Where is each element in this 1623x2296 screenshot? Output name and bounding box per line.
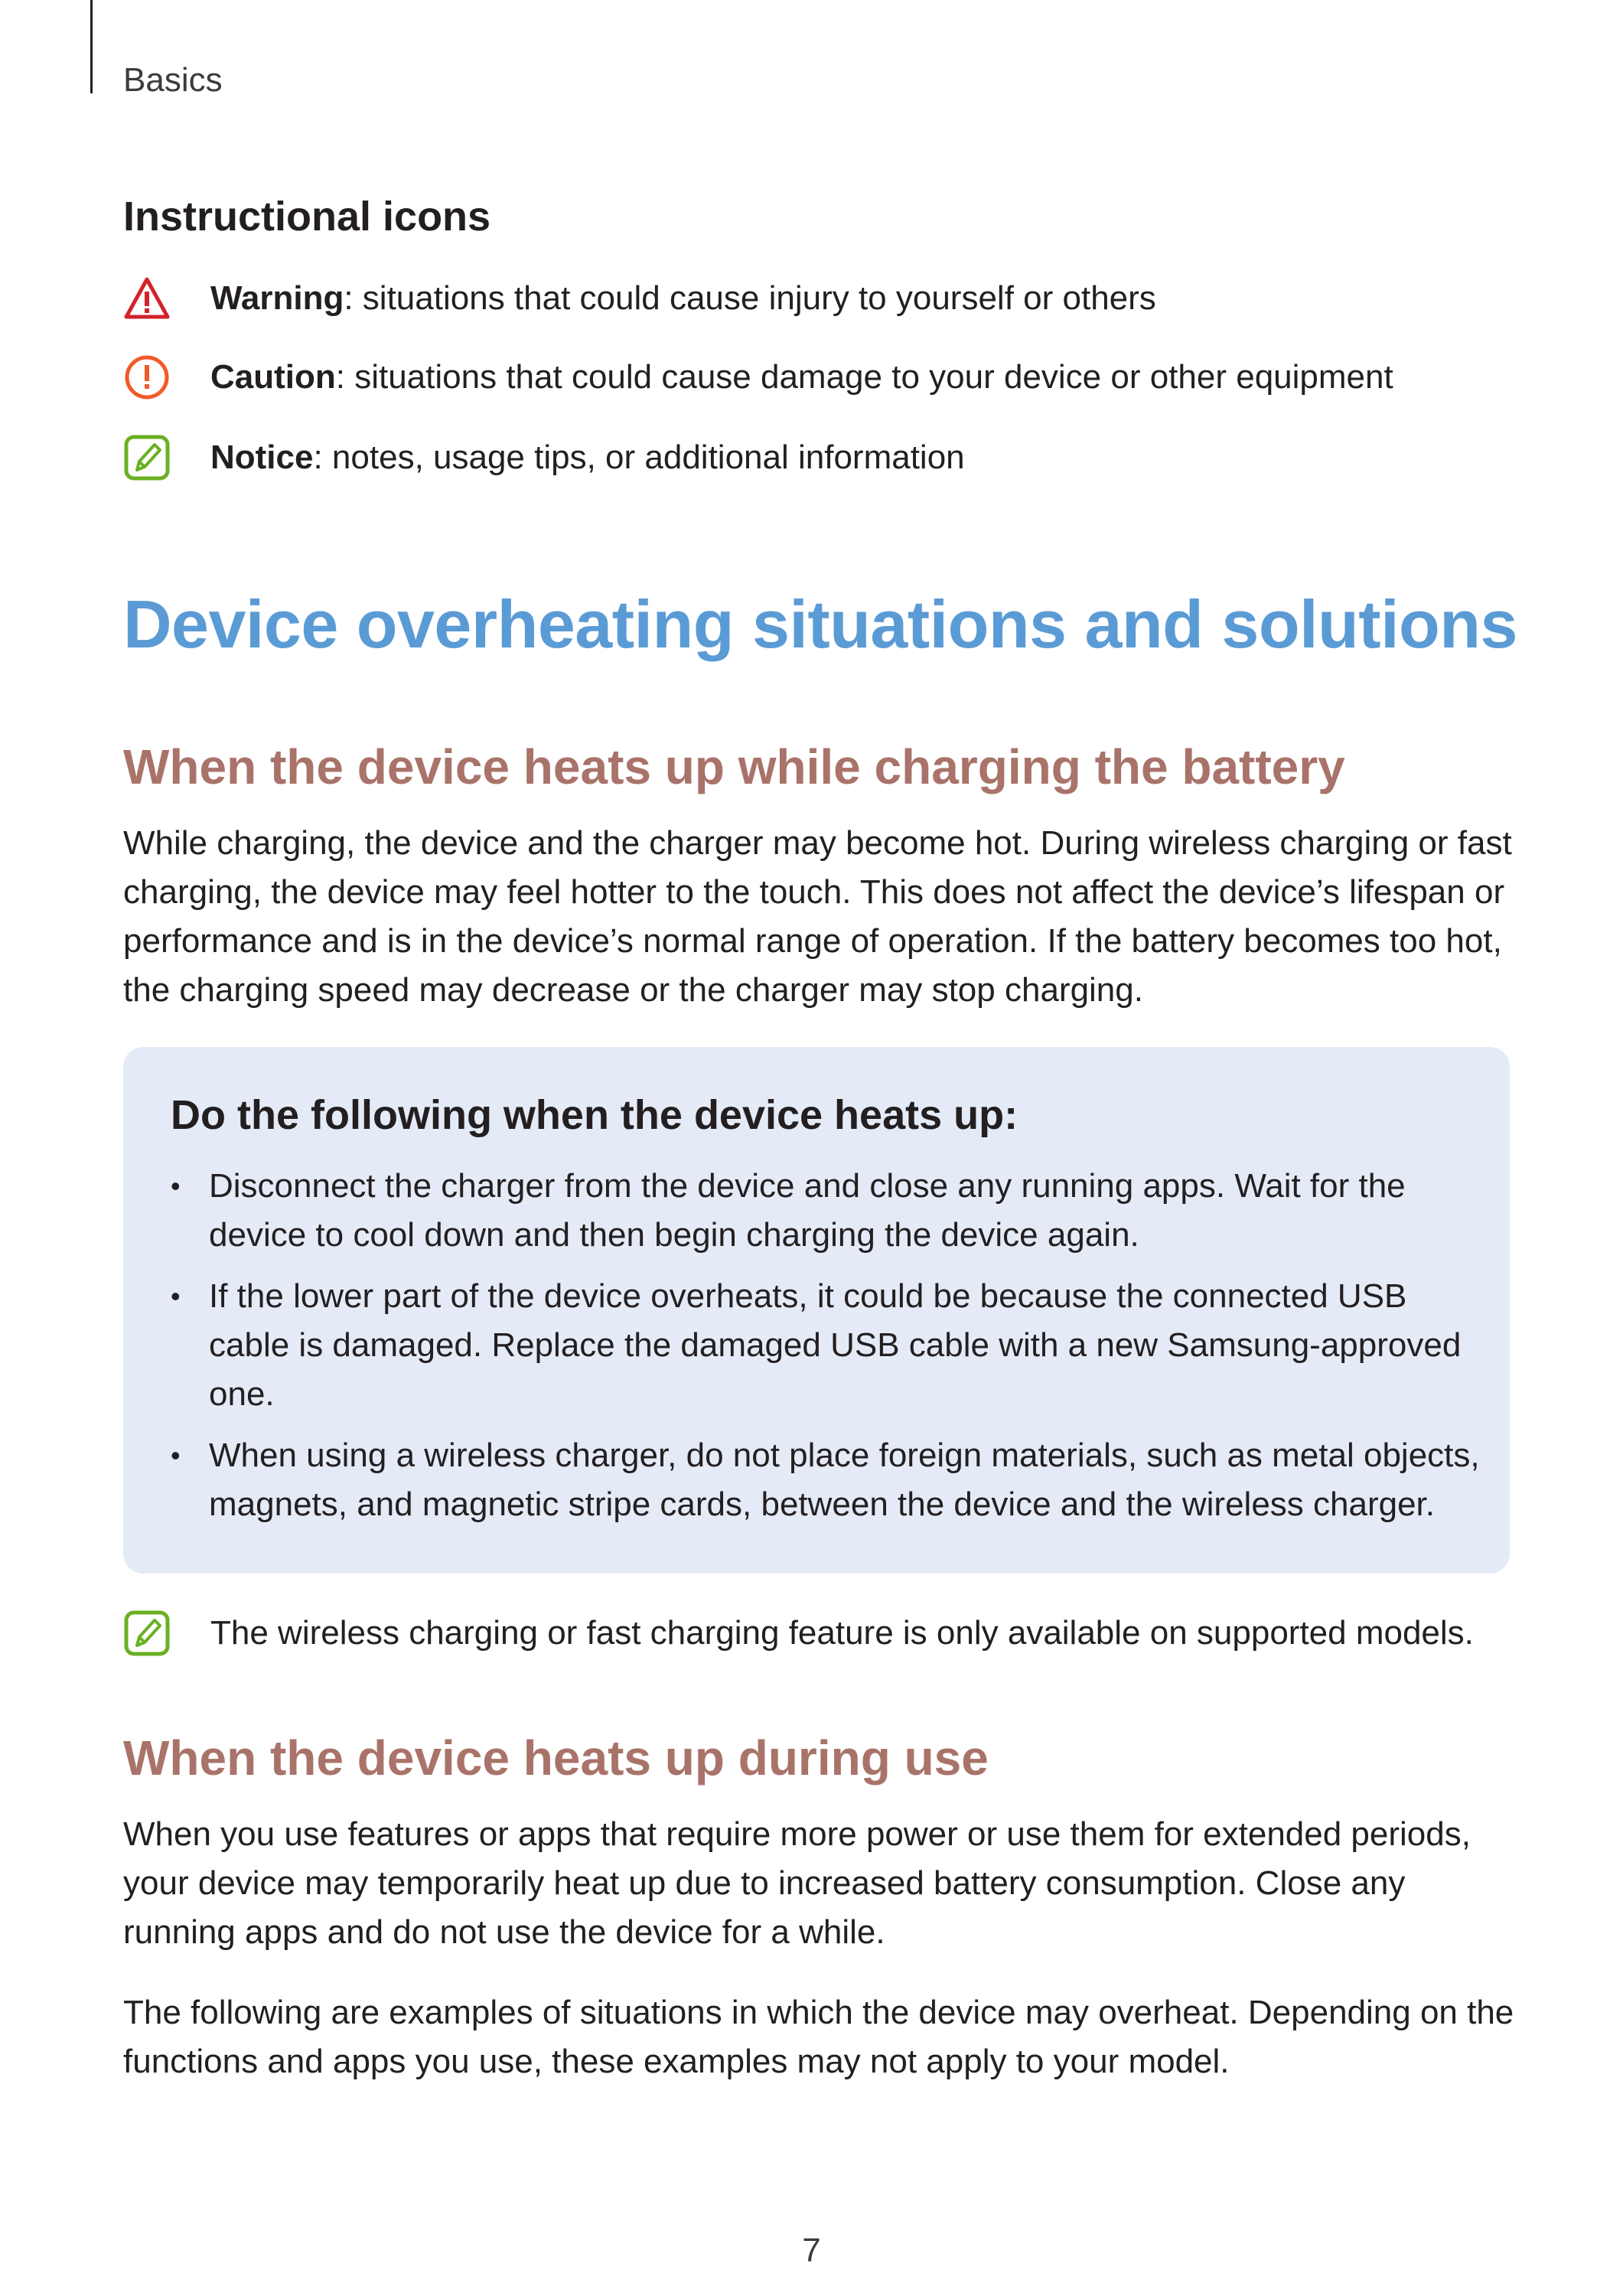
tip-box-title: Do the following when the device heats up: <box>171 1092 1018 1138</box>
bullet: • <box>171 1280 181 1312</box>
page-title: Device overheating situations and solutions <box>123 586 1517 662</box>
tip-box-list <box>171 1162 1487 1541</box>
use-section-paragraph-2: The following are examples of situations in which the device may overheat. Depending on the functions and apps you use, these examples may not apply to your model. <box>123 1994 1514 2080</box>
charging-section-heading: When the device heats up while charging the battery <box>123 739 1345 794</box>
icon-legend-warning-text <box>210 279 1156 318</box>
warning-triangle-icon <box>123 275 171 322</box>
charging-section-paragraph: While charging, the device and the charger may become hot. During wireless charging or fast charging, the device may feel hotter to the touch. This does not affect the device’s lifespan or performance and is in the device’s normal range of operation. If the battery becomes too hot, the charging speed may decrease or the charger may stop charging. <box>123 824 1512 1009</box>
list-item-text: If the lower part of the device overheats, it could be because the connected USB cable is damaged. Replace the damaged USB cable with a new Samsung-approved one. <box>209 1277 1462 1413</box>
icon-legend-warning <box>123 272 1539 325</box>
notice-description: : notes, usage tips, or additional information <box>313 439 965 476</box>
icon-legend-caution-text <box>210 358 1393 396</box>
page-number: 7 <box>802 2232 821 2269</box>
supported-models-notice-text: The wireless charging or fast charging feature is only available on supported models. <box>210 1614 1474 1652</box>
warning-description: : situations that could cause injury to yourself or others <box>344 279 1156 317</box>
supported-models-notice <box>123 1609 1474 1657</box>
list-item <box>171 1272 1487 1419</box>
list-item <box>171 1162 1487 1260</box>
caution-circle-icon <box>123 354 171 401</box>
bullet: • <box>171 1170 181 1202</box>
use-section-paragraph-1: When you use features or apps that require more power or use them for extended periods, your device may temporarily heat up due to increased battery consumption. Close any running apps and do not use the device for a while. <box>123 1815 1471 1951</box>
tip-box <box>123 1047 1510 1574</box>
list-item-text: When using a wireless charger, do not place foreign materials, such as metal objects, magnets, and magnetic stripe cards, between the device and the wireless charger. <box>209 1437 1480 1523</box>
header-rule <box>90 0 93 93</box>
instructional-icons-title: Instructional icons <box>123 194 491 240</box>
list-item-text: Disconnect the charger from the device and close any running apps. Wait for the device to cool down and then begin charging the device again. <box>209 1167 1406 1254</box>
bullet: • <box>171 1440 181 1471</box>
caution-label: Caution <box>210 358 336 396</box>
notice-pencil-icon <box>123 1609 171 1657</box>
notice-label: Notice <box>210 439 314 476</box>
notice-pencil-icon <box>123 434 171 481</box>
icon-legend-notice-text <box>210 439 965 477</box>
icon-legend-notice <box>123 431 1539 484</box>
list-item <box>171 1431 1487 1529</box>
warning-label: Warning <box>210 279 344 317</box>
caution-description: : situations that could cause damage to your device or other equipment <box>335 358 1393 396</box>
use-section-heading: When the device heats up during use <box>123 1730 989 1786</box>
running-header: Basics <box>123 61 223 99</box>
icon-legend-caution <box>123 351 1539 404</box>
